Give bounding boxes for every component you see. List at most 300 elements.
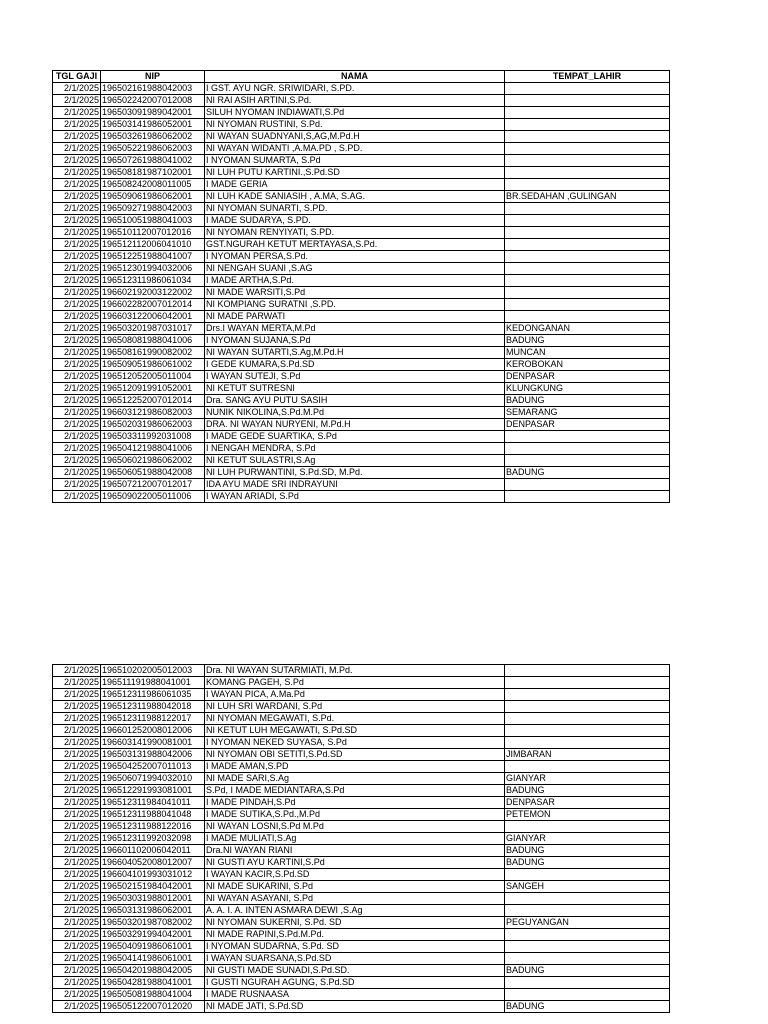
- cell-nama: I MADE ARTHA,S.Pd.: [205, 275, 505, 287]
- cell-tgl-gaji: 2/1/2025: [53, 905, 101, 917]
- cell-tempat-lahir: [505, 263, 670, 275]
- table-row: [53, 287, 670, 299]
- cell-tgl-gaji: 2/1/2025: [53, 299, 101, 311]
- cell-tgl-gaji: 2/1/2025: [53, 953, 101, 965]
- cell-tgl-gaji: 2/1/2025: [53, 443, 101, 455]
- cell-tgl-gaji: 2/1/2025: [53, 455, 101, 467]
- cell-tempat-lahir: [505, 761, 670, 773]
- cell-nip: 196502161988042003: [101, 83, 205, 95]
- cell-nip: 196509051986061002: [101, 359, 205, 371]
- cell-nama: NI NENGAH SUANI ,S.AG: [205, 263, 505, 275]
- cell-tgl-gaji: 2/1/2025: [53, 263, 101, 275]
- header-nama: NAMA: [205, 71, 505, 83]
- table-row: [53, 335, 670, 347]
- cell-tgl-gaji: 2/1/2025: [53, 749, 101, 761]
- cell-tgl-gaji: 2/1/2025: [53, 107, 101, 119]
- cell-tempat-lahir: [505, 215, 670, 227]
- cell-nama: NI MADE SARI,S.Ag: [205, 773, 505, 785]
- cell-tempat-lahir: [505, 455, 670, 467]
- cell-nip: 196503201987031017: [101, 323, 205, 335]
- table-row: [53, 443, 670, 455]
- cell-nama: NI MADE SUKARINI, S.Pd: [205, 881, 505, 893]
- cell-tempat-lahir: [505, 713, 670, 725]
- cell-nip: 196504281988041001: [101, 977, 205, 989]
- table-row: [53, 251, 670, 263]
- cell-tempat-lahir: DENPASAR: [505, 419, 670, 431]
- cell-nip: 196504201988042005: [101, 965, 205, 977]
- cell-tgl-gaji: 2/1/2025: [53, 701, 101, 713]
- table-row: [53, 737, 670, 749]
- table-row: [53, 665, 670, 677]
- cell-nip: 196504121988041006: [101, 443, 205, 455]
- cell-tgl-gaji: 2/1/2025: [53, 929, 101, 941]
- cell-tempat-lahir: SANGEH: [505, 881, 670, 893]
- cell-tempat-lahir: [505, 725, 670, 737]
- cell-tempat-lahir: [505, 737, 670, 749]
- cell-nip: 196504252007011013: [101, 761, 205, 773]
- cell-tgl-gaji: 2/1/2025: [53, 335, 101, 347]
- cell-tempat-lahir: PETEMON: [505, 809, 670, 821]
- cell-nama: NI MADE PARWATI: [205, 311, 505, 323]
- cell-nama: NI MADE WARSITI,S.Pd: [205, 287, 505, 299]
- table-row: [53, 965, 670, 977]
- cell-tgl-gaji: 2/1/2025: [53, 833, 101, 845]
- cell-nama: IDA AYU MADE SRI INDRAYUNI: [205, 479, 505, 491]
- cell-tempat-lahir: BADUNG: [505, 845, 670, 857]
- cell-tempat-lahir: [505, 905, 670, 917]
- table-row: [53, 143, 670, 155]
- table-row: [53, 713, 670, 725]
- cell-nama: NI WAYAN ASAYANI, S.Pd: [205, 893, 505, 905]
- table-row: [53, 131, 670, 143]
- cell-nama: Dra.NI WAYAN RIANI: [205, 845, 505, 857]
- cell-nama: S.Pd, I MADE MEDIANTARA,S.Pd: [205, 785, 505, 797]
- cell-tempat-lahir: [505, 203, 670, 215]
- cell-nip: 196603121986082003: [101, 407, 205, 419]
- cell-nama: NI GUSTI MADE SUNADI,S.Pd.SD.: [205, 965, 505, 977]
- table-row: [53, 1001, 670, 1013]
- cell-nama: NI GUSTI AYU KARTINI,S.Pd: [205, 857, 505, 869]
- cell-tempat-lahir: [505, 479, 670, 491]
- cell-nip: 196503261986062002: [101, 131, 205, 143]
- cell-nip: 196509271988042003: [101, 203, 205, 215]
- table-row: [53, 83, 670, 95]
- cell-tempat-lahir: [505, 275, 670, 287]
- cell-nama: I WAYAN KACIR,S.Pd.SD: [205, 869, 505, 881]
- cell-nama: Dra. SANG AYU PUTU SASIH: [205, 395, 505, 407]
- cell-nama: I MADE AMAN,S.PD: [205, 761, 505, 773]
- cell-nama: NI LUH PUTU KARTINI.,S.Pd.SD: [205, 167, 505, 179]
- cell-tgl-gaji: 2/1/2025: [53, 773, 101, 785]
- cell-tempat-lahir: [505, 311, 670, 323]
- cell-tempat-lahir: [505, 953, 670, 965]
- cell-tgl-gaji: 2/1/2025: [53, 467, 101, 479]
- table-row: [53, 215, 670, 227]
- cell-nip: 196510112007012016: [101, 227, 205, 239]
- cell-tempat-lahir: [505, 155, 670, 167]
- cell-tempat-lahir: BADUNG: [505, 965, 670, 977]
- cell-nama: I NYOMAN PERSA,S.Pd.: [205, 251, 505, 263]
- cell-nama: NI WAYAN SUADNYANI,S,AG,M.Pd.H: [205, 131, 505, 143]
- cell-tgl-gaji: 2/1/2025: [53, 311, 101, 323]
- header-tempat-lahir: TEMPAT_LAHIR: [505, 71, 670, 83]
- header-row: [53, 71, 670, 83]
- cell-nama: I MADE PINDAH,S.Pd: [205, 797, 505, 809]
- cell-tgl-gaji: 2/1/2025: [53, 215, 101, 227]
- cell-nip: 196503311992031008: [101, 431, 205, 443]
- cell-nama: I MADE GEDE SUARTIKA, S.Pd: [205, 431, 505, 443]
- cell-tempat-lahir: BR.SEDAHAN ,GULINGAN: [505, 191, 670, 203]
- cell-tempat-lahir: [505, 179, 670, 191]
- cell-nama: I MADE GERIA: [205, 179, 505, 191]
- cell-nip: 196601252008012006: [101, 725, 205, 737]
- cell-nip: 196512291993081001: [101, 785, 205, 797]
- cell-nama: NI NYOMAN SUKERNI, S.Pd. SD: [205, 917, 505, 929]
- cell-nama: I NYOMAN NEKED SUYASA, S.Pd: [205, 737, 505, 749]
- table-row: [53, 299, 670, 311]
- cell-nip: 196512311988041048: [101, 809, 205, 821]
- cell-tempat-lahir: [505, 989, 670, 1001]
- cell-nama: NI LUH PURWANTINI, S.Pd.SD, M.Pd.: [205, 467, 505, 479]
- cell-tgl-gaji: 2/1/2025: [53, 881, 101, 893]
- cell-tempat-lahir: [505, 251, 670, 263]
- cell-nip: 196601102006042011: [101, 845, 205, 857]
- cell-nip: 196508081988041006: [101, 335, 205, 347]
- cell-nama: GST.NGURAH KETUT MERTAYASA,S.Pd.: [205, 239, 505, 251]
- cell-nama: Dra. NI WAYAN SUTARMIATI, M.Pd.: [205, 665, 505, 677]
- cell-nip: 196603141990081001: [101, 737, 205, 749]
- cell-tempat-lahir: [505, 119, 670, 131]
- table-1-body: [53, 83, 670, 503]
- cell-nama: NI MADE RAPINI,S.Pd.M.Pd.: [205, 929, 505, 941]
- cell-nama: SILUH NYOMAN INDIAWATI,S.Pd: [205, 107, 505, 119]
- cell-nama: NI KETUT SUTRESNI: [205, 383, 505, 395]
- table-row: [53, 989, 670, 1001]
- cell-nama: I WAYAN SUARSANA,S.Pd.SD: [205, 953, 505, 965]
- cell-tgl-gaji: 2/1/2025: [53, 131, 101, 143]
- cell-tgl-gaji: 2/1/2025: [53, 689, 101, 701]
- cell-tgl-gaji: 2/1/2025: [53, 893, 101, 905]
- cell-nip: 196505081988041004: [101, 989, 205, 1001]
- cell-tgl-gaji: 2/1/2025: [53, 989, 101, 1001]
- cell-nama: NI LUH KADE SANIASIH , A.MA, S.AG.: [205, 191, 505, 203]
- cell-tgl-gaji: 2/1/2025: [53, 383, 101, 395]
- cell-tgl-gaji: 2/1/2025: [53, 821, 101, 833]
- cell-nip: 196512311988122016: [101, 821, 205, 833]
- cell-tempat-lahir: [505, 167, 670, 179]
- table-row: [53, 203, 670, 215]
- header-tgl-gaji: TGL GAJI: [53, 71, 101, 83]
- cell-nip: 196602192003122002: [101, 287, 205, 299]
- table-row: [53, 845, 670, 857]
- table-row: [53, 95, 670, 107]
- cell-tempat-lahir: BADUNG: [505, 785, 670, 797]
- table-row: [53, 677, 670, 689]
- table-2-body: [53, 665, 670, 1013]
- cell-tempat-lahir: KEDONGANAN: [505, 323, 670, 335]
- cell-nip: 196503131986062001: [101, 905, 205, 917]
- table-row: [53, 773, 670, 785]
- cell-nama: Drs.I WAYAN MERTA,M.Pd: [205, 323, 505, 335]
- cell-nama: I MADE RUSNAASA: [205, 989, 505, 1001]
- cell-nip: 196508181987102001: [101, 167, 205, 179]
- table-row: [53, 275, 670, 287]
- cell-nip: 196504141986061001: [101, 953, 205, 965]
- table-row: [53, 191, 670, 203]
- table-row: [53, 479, 670, 491]
- table-row: [53, 941, 670, 953]
- cell-tgl-gaji: 2/1/2025: [53, 857, 101, 869]
- cell-tempat-lahir: [505, 83, 670, 95]
- cell-tgl-gaji: 2/1/2025: [53, 371, 101, 383]
- cell-nip: 196512052005011004: [101, 371, 205, 383]
- table-row: [53, 347, 670, 359]
- cell-nama: NI NYOMAN RENYIYATI, S.PD.: [205, 227, 505, 239]
- cell-tgl-gaji: 2/1/2025: [53, 431, 101, 443]
- table-row: [53, 371, 670, 383]
- cell-nip: 196512311984041011: [101, 797, 205, 809]
- cell-nama: NI RAI ASIH ARTINI,S.Pd.: [205, 95, 505, 107]
- table-row: [53, 431, 670, 443]
- cell-tgl-gaji: 2/1/2025: [53, 941, 101, 953]
- cell-nip: 196503031988012001: [101, 893, 205, 905]
- cell-tempat-lahir: BADUNG: [505, 335, 670, 347]
- cell-tempat-lahir: BADUNG: [505, 467, 670, 479]
- table-row: [53, 749, 670, 761]
- cell-tempat-lahir: BADUNG: [505, 857, 670, 869]
- cell-tgl-gaji: 2/1/2025: [53, 155, 101, 167]
- employee-table-1: [52, 70, 670, 503]
- cell-tempat-lahir: [505, 287, 670, 299]
- cell-tempat-lahir: DENPASAR: [505, 797, 670, 809]
- cell-tempat-lahir: JIMBARAN: [505, 749, 670, 761]
- cell-nama: I NYOMAN SUMARTA, S.Pd: [205, 155, 505, 167]
- cell-tgl-gaji: 2/1/2025: [53, 119, 101, 131]
- table-row: [53, 455, 670, 467]
- table-row: [53, 689, 670, 701]
- cell-nip: 196506051988042008: [101, 467, 205, 479]
- cell-tempat-lahir: GIANYAR: [505, 773, 670, 785]
- cell-tempat-lahir: [505, 821, 670, 833]
- table-row: [53, 383, 670, 395]
- cell-tgl-gaji: 2/1/2025: [53, 713, 101, 725]
- table-row: [53, 953, 670, 965]
- table-row: [53, 929, 670, 941]
- table-row: [53, 311, 670, 323]
- cell-nip: 196512311986061034: [101, 275, 205, 287]
- cell-tempat-lahir: [505, 665, 670, 677]
- cell-nip: 196512252007012014: [101, 395, 205, 407]
- cell-tempat-lahir: [505, 227, 670, 239]
- cell-nip: 196602282007012014: [101, 299, 205, 311]
- table-row: [53, 917, 670, 929]
- cell-tgl-gaji: 2/1/2025: [53, 239, 101, 251]
- cell-tgl-gaji: 2/1/2025: [53, 275, 101, 287]
- cell-tgl-gaji: 2/1/2025: [53, 785, 101, 797]
- cell-tgl-gaji: 2/1/2025: [53, 95, 101, 107]
- table-row: [53, 119, 670, 131]
- cell-nama: I MADE MULIATI,S.Ag: [205, 833, 505, 845]
- cell-tempat-lahir: BADUNG: [505, 1001, 670, 1013]
- cell-tgl-gaji: 2/1/2025: [53, 203, 101, 215]
- table-row: [53, 323, 670, 335]
- cell-nip: 196505221986062003: [101, 143, 205, 155]
- cell-tempat-lahir: MUNCAN: [505, 347, 670, 359]
- cell-tgl-gaji: 2/1/2025: [53, 227, 101, 239]
- table-row: [53, 155, 670, 167]
- cell-nama: NI MADE JATI, S.Pd.SD: [205, 1001, 505, 1013]
- cell-nip: 196604052008012007: [101, 857, 205, 869]
- cell-tempat-lahir: [505, 893, 670, 905]
- cell-tempat-lahir: [505, 977, 670, 989]
- cell-tempat-lahir: DENPASAR: [505, 371, 670, 383]
- cell-tempat-lahir: [505, 689, 670, 701]
- cell-tgl-gaji: 2/1/2025: [53, 179, 101, 191]
- cell-nama: I NYOMAN SUJANA,S.Pd: [205, 335, 505, 347]
- cell-nama: NI WAYAN SUTARTI,S.Ag,M.Pd.H: [205, 347, 505, 359]
- table-row: [53, 263, 670, 275]
- cell-tempat-lahir: [505, 443, 670, 455]
- cell-tempat-lahir: [505, 239, 670, 251]
- cell-tempat-lahir: [505, 677, 670, 689]
- cell-tempat-lahir: [505, 143, 670, 155]
- cell-nip: 196603122006042001: [101, 311, 205, 323]
- cell-nama: I GST. AYU NGR. SRIWIDARI, S.PD.: [205, 83, 505, 95]
- cell-nip: 196502031986062003: [101, 419, 205, 431]
- cell-tgl-gaji: 2/1/2025: [53, 977, 101, 989]
- cell-tempat-lahir: SEMARANG: [505, 407, 670, 419]
- cell-nip: 196503091989042001: [101, 107, 205, 119]
- cell-nama: I GEDE KUMARA,S.Pd.SD: [205, 359, 505, 371]
- cell-tgl-gaji: 2/1/2025: [53, 965, 101, 977]
- cell-tgl-gaji: 2/1/2025: [53, 677, 101, 689]
- cell-nip: 196510051988041003: [101, 215, 205, 227]
- cell-nama: NUNIK NIKOLINA,S.Pd.M.Pd: [205, 407, 505, 419]
- cell-nip: 196509022005011006: [101, 491, 205, 503]
- cell-tgl-gaji: 2/1/2025: [53, 359, 101, 371]
- table-row: [53, 809, 670, 821]
- table-row: [53, 893, 670, 905]
- cell-tempat-lahir: [505, 431, 670, 443]
- cell-nip: 196512091991052001: [101, 383, 205, 395]
- cell-tempat-lahir: KLUNGKUNG: [505, 383, 670, 395]
- cell-tgl-gaji: 2/1/2025: [53, 491, 101, 503]
- cell-nip: 196512311988122017: [101, 713, 205, 725]
- cell-tgl-gaji: 2/1/2025: [53, 407, 101, 419]
- cell-tgl-gaji: 2/1/2025: [53, 251, 101, 263]
- cell-tgl-gaji: 2/1/2025: [53, 845, 101, 857]
- table-row: [53, 491, 670, 503]
- cell-tempat-lahir: [505, 491, 670, 503]
- cell-nip: 196503141986052001: [101, 119, 205, 131]
- cell-nip: 196502242007012008: [101, 95, 205, 107]
- header-nip: NIP: [101, 71, 205, 83]
- cell-tgl-gaji: 2/1/2025: [53, 809, 101, 821]
- cell-tgl-gaji: 2/1/2025: [53, 797, 101, 809]
- table-row: [53, 881, 670, 893]
- cell-tgl-gaji: 2/1/2025: [53, 419, 101, 431]
- cell-tgl-gaji: 2/1/2025: [53, 1001, 101, 1013]
- table-row: [53, 167, 670, 179]
- cell-nip: 196510202005012003: [101, 665, 205, 677]
- cell-nama: I MADE SUTIKA,S.Pd.,M.Pd: [205, 809, 505, 821]
- cell-nip: 196507261988041002: [101, 155, 205, 167]
- cell-tempat-lahir: [505, 701, 670, 713]
- cell-nip: 196506071994032010: [101, 773, 205, 785]
- cell-nip: 196504091986061001: [101, 941, 205, 953]
- cell-nip: 196511191988041001: [101, 677, 205, 689]
- cell-nip: 196604101993031012: [101, 869, 205, 881]
- cell-nama: DRA. NI WAYAN NURYENI, M.Pd.H: [205, 419, 505, 431]
- cell-tempat-lahir: [505, 869, 670, 881]
- cell-tgl-gaji: 2/1/2025: [53, 479, 101, 491]
- cell-tgl-gaji: 2/1/2025: [53, 761, 101, 773]
- table-row: [53, 179, 670, 191]
- cell-tgl-gaji: 2/1/2025: [53, 167, 101, 179]
- cell-tgl-gaji: 2/1/2025: [53, 395, 101, 407]
- cell-nip: 196512311986061035: [101, 689, 205, 701]
- cell-nama: KOMANG PAGEH, S.Pd: [205, 677, 505, 689]
- cell-nama: NI LUH SRI WARDANI, S.Pd: [205, 701, 505, 713]
- cell-nama: NI KOMPIANG SURATNI ,S.PD.: [205, 299, 505, 311]
- cell-nama: NI KETUT SULASTRI,S.Ag: [205, 455, 505, 467]
- cell-nama: I WAYAN SUTEJI, S.Pd: [205, 371, 505, 383]
- table-row: [53, 977, 670, 989]
- cell-nama: NI NYOMAN SUNARTI, S.PD.: [205, 203, 505, 215]
- cell-nip: 196502151984042001: [101, 881, 205, 893]
- cell-nip: 196503291994042001: [101, 929, 205, 941]
- cell-tempat-lahir: GIANYAR: [505, 833, 670, 845]
- table-row: [53, 227, 670, 239]
- cell-tgl-gaji: 2/1/2025: [53, 191, 101, 203]
- cell-tgl-gaji: 2/1/2025: [53, 347, 101, 359]
- cell-tgl-gaji: 2/1/2025: [53, 143, 101, 155]
- table-row: [53, 785, 670, 797]
- cell-tgl-gaji: 2/1/2025: [53, 737, 101, 749]
- cell-tempat-lahir: BADUNG: [505, 395, 670, 407]
- table-row: [53, 359, 670, 371]
- cell-tgl-gaji: 2/1/2025: [53, 917, 101, 929]
- cell-nama: I WAYAN ARIADI, S.Pd: [205, 491, 505, 503]
- cell-tempat-lahir: [505, 131, 670, 143]
- table-row: [53, 833, 670, 845]
- cell-nip: 196503131988042006: [101, 749, 205, 761]
- cell-tempat-lahir: KEROBOKAN: [505, 359, 670, 371]
- cell-tempat-lahir: [505, 941, 670, 953]
- cell-nip: 196512311992032098: [101, 833, 205, 845]
- cell-nama: NI KETUT LUH MEGAWATI, S.Pd.SD: [205, 725, 505, 737]
- cell-nip: 196512251988041007: [101, 251, 205, 263]
- cell-tgl-gaji: 2/1/2025: [53, 83, 101, 95]
- cell-tempat-lahir: [505, 929, 670, 941]
- table-row: [53, 407, 670, 419]
- cell-tgl-gaji: 2/1/2025: [53, 287, 101, 299]
- cell-nip: 196512301994032006: [101, 263, 205, 275]
- table-row: [53, 239, 670, 251]
- table-row: [53, 701, 670, 713]
- cell-nama: NI WAYAN WIDANTI ,A.MA.PD , S.PD.: [205, 143, 505, 155]
- table-row: [53, 419, 670, 431]
- table-row: [53, 869, 670, 881]
- cell-nama: NI NYOMAN RUSTINI, S.Pd.: [205, 119, 505, 131]
- table-row: [53, 107, 670, 119]
- cell-nama: I NENGAH MENDRA, S.Pd: [205, 443, 505, 455]
- cell-tgl-gaji: 2/1/2025: [53, 725, 101, 737]
- cell-nip: 196508161990082002: [101, 347, 205, 359]
- table-row: [53, 761, 670, 773]
- table-row: [53, 857, 670, 869]
- cell-tempat-lahir: [505, 95, 670, 107]
